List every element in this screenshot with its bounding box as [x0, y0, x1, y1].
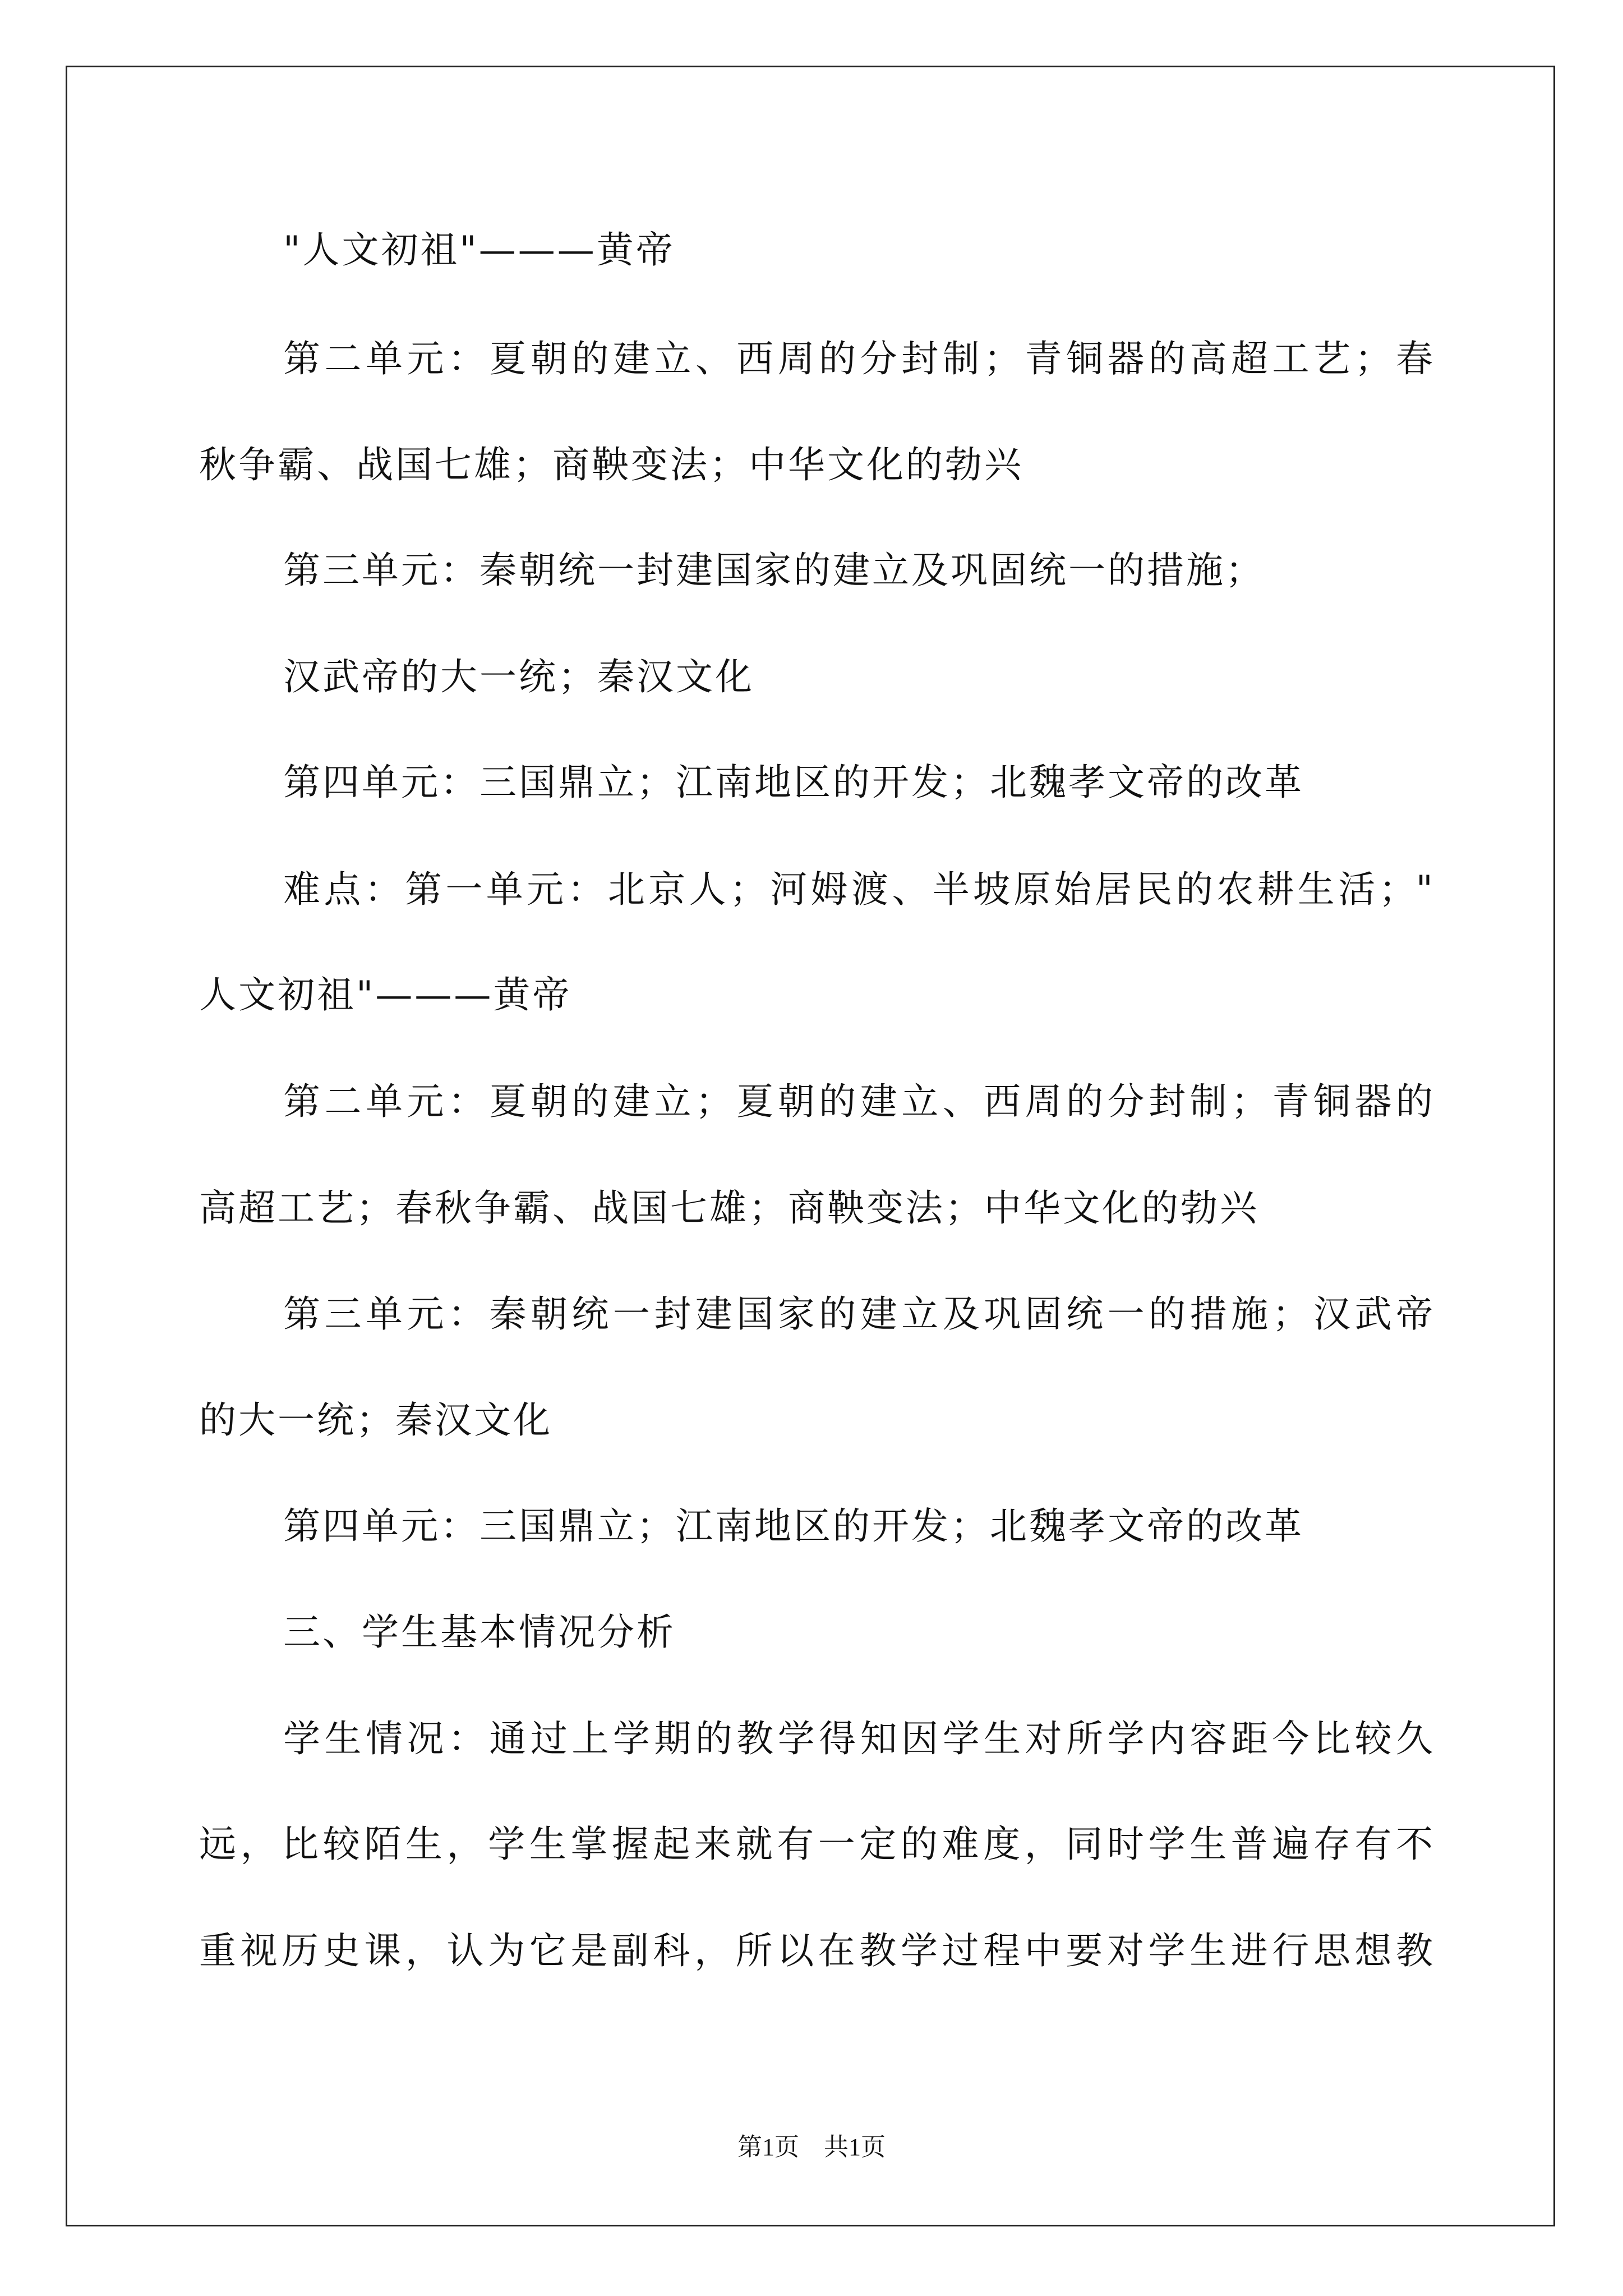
- text-line: 第三单元：秦朝统一封建国家的建立及巩固统一的措施；汉武帝: [283, 1292, 1433, 1336]
- text-line: 秋争霸、战国七雄；商鞅变法；中华文化的勃兴: [199, 443, 1023, 486]
- section-heading: 三、学生基本情况分析: [283, 1611, 676, 1654]
- text-line: 学生情况：通过上学期的教学得知因学生对所学内容距今比较久: [283, 1717, 1433, 1760]
- text-line: "人文初祖"———黄帝: [283, 228, 675, 272]
- text-line: 第四单元：三国鼎立；江南地区的开发；北魏孝文帝的改革: [283, 1504, 1304, 1548]
- page-border: [66, 66, 1555, 2226]
- text-line: 高超工艺；春秋争霸、战国七雄；商鞅变法；中华文化的勃兴: [199, 1186, 1259, 1230]
- page-footer: 第1页 共1页: [737, 2133, 886, 2161]
- text-line: 远，比较陌生，学生掌握起来就有一定的难度，同时学生普遍存有不: [199, 1823, 1433, 1866]
- text-line: 第四单元：三国鼎立；江南地区的开发；北魏孝文帝的改革: [283, 761, 1304, 804]
- text-line: 第二单元：夏朝的建立；夏朝的建立、西周的分封制；青铜器的: [283, 1080, 1433, 1123]
- text-line: 的大一统；秦汉文化: [199, 1398, 552, 1442]
- text-line: 人文初祖"———黄帝: [199, 973, 572, 1016]
- text-line: 第二单元：夏朝的建立、西周的分封制；青铜器的高超工艺；春: [283, 337, 1433, 380]
- text-line: 重视历史课，认为它是副科，所以在教学过程中要对学生进行思想教: [199, 1929, 1433, 1972]
- text-line: 难点：第一单元：北京人；河姆渡、半坡原始居民的农耕生活；": [283, 868, 1433, 911]
- text-line: 汉武帝的大一统；秦汉文化: [283, 655, 754, 698]
- text-line: 第三单元：秦朝统一封建国家的建立及巩固统一的措施；: [283, 549, 1265, 592]
